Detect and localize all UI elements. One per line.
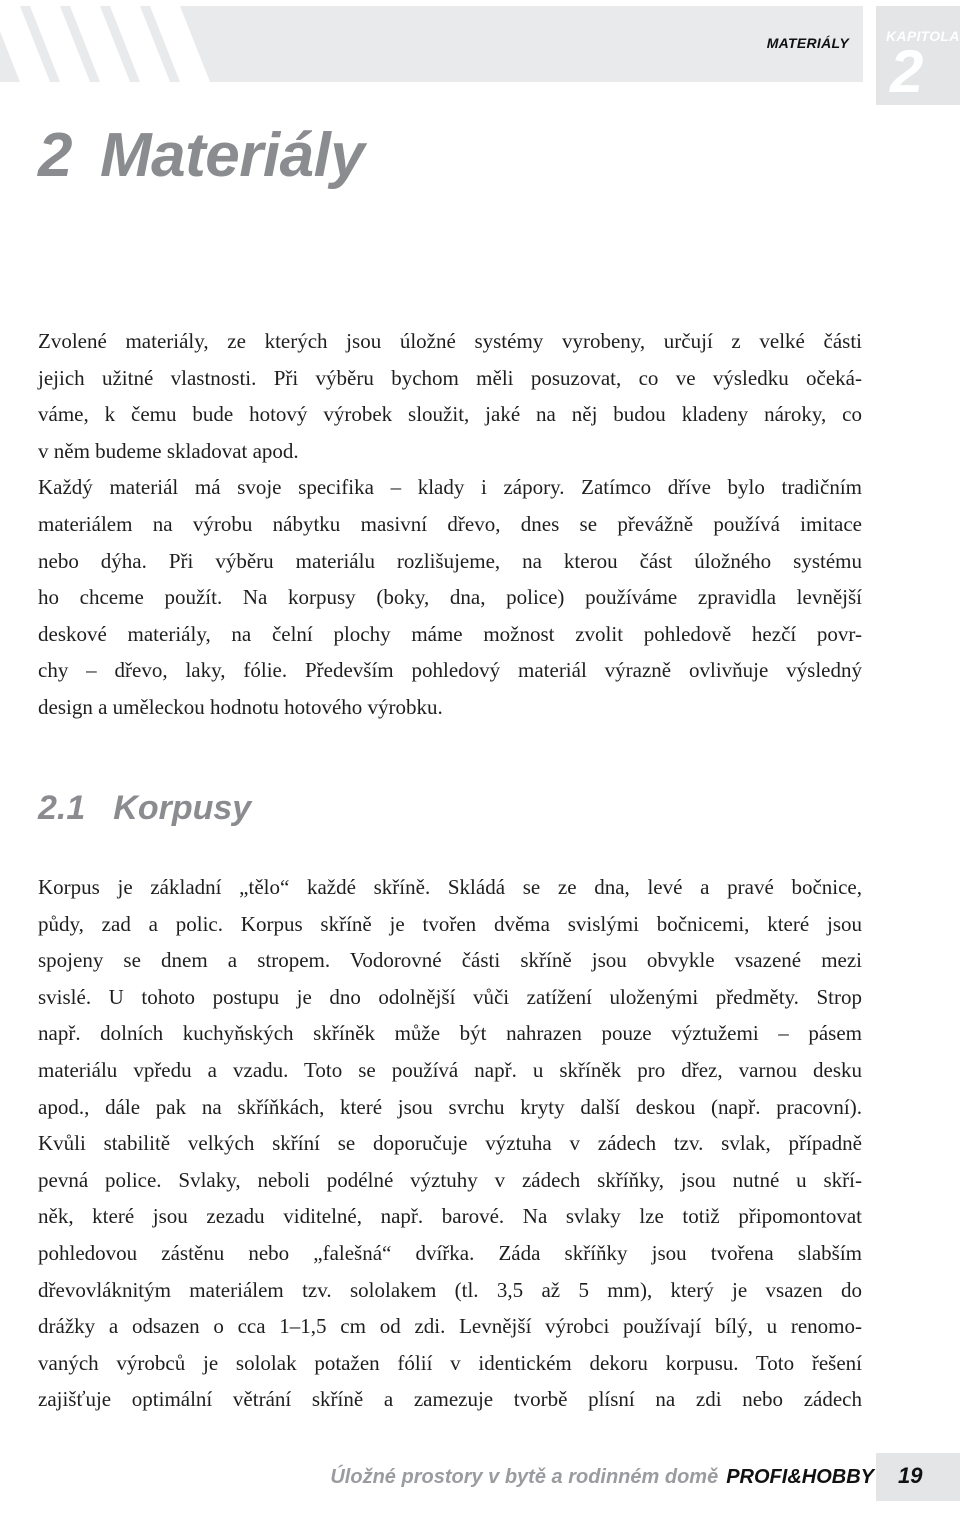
korpus-text (38, 869, 862, 1418)
chapter-title (38, 118, 364, 194)
text-line: nebo dýha. Při výběru materiálu rozlišujeme, na kterou část úložného systému (38, 548, 862, 573)
text-line: Kvůli stabilitě velkých skříní se doporučuje výztuha v zádech tzv. svlak, případně (38, 1131, 862, 1156)
text-line: např. dolních kuchyňských skříněk může být nahrazen pouze výztužemi – pásem (38, 1021, 862, 1046)
section-title-text: Korpusy (113, 789, 252, 827)
text-line: něk, které jsou zezadu viditelné, např. barové. Na svlaky lze totiž připomontovat (38, 1204, 862, 1229)
chapter-tab (876, 6, 960, 105)
text-line: váme, k čemu bude hotový výrobek sloužit, jaké na něj budou kladeny nároky, co (38, 402, 862, 427)
section-title (38, 784, 251, 832)
text-line: jejich užitné vlastnosti. Při výběru bychom měli posuzovat, co ve výsledku očeká- (38, 365, 862, 390)
text-line: apod., dále pak na skříňkách, které jsou svrchu kryty další deskou (např. pracovní). (38, 1094, 862, 1119)
text-line: materiálem na výrobu nábytku masivní dřevo, dnes se převážně používá imitace (38, 511, 862, 536)
chapter-tab-number: 2 (890, 38, 924, 105)
running-head: MATERIÁLY (766, 35, 849, 51)
chapter-title-number: 2 (38, 121, 72, 190)
text-line: chy – dřevo, laky, fólie. Především pohledový materiál výrazně ovlivňuje výsledný (38, 658, 862, 683)
text-line: vaných výrobců je sololak potažen fólií v identickém dekoru korpusu. Toto řešení (38, 1350, 862, 1375)
text-line: ho chceme použít. Na korpusy (boky, dna, police) používáme zpravidla levnější (38, 585, 862, 610)
text-line: zajišťuje optimální větrání skříně a zamezuje tvorbě plísní na zdi nebo zádech (38, 1387, 862, 1412)
text-line: pohledovou zástěnu nebo „falešná“ dvířka. Záda skříňky jsou tvořena slabším (38, 1240, 862, 1265)
text-line: dřevovláknitým materiálem tzv. sololakem (tl. 3,5 až 5 mm), který je vsazen do (38, 1277, 862, 1302)
text-line: deskové materiály, na čelní plochy máme možnost zvolit pohledově hezčí povr- (38, 621, 862, 646)
text-line: půdy, zad a polic. Korpus skříně je tvořen dvěma svislými bočnicemi, které jsou (38, 911, 862, 936)
text-line: spojeny se dnem a stropem. Vodorovné části skříně jsou obvykle vsazené mezi (38, 948, 862, 973)
text-line: v něm budeme skladovat apod. (38, 438, 299, 463)
text-line: design a uměleckou hodnotu hotového výrobku. (38, 694, 443, 719)
chapter-title-text: Materiály (99, 121, 365, 190)
text-line: Každý materiál má svoje specifika – klady i zápory. Zatímco dříve bylo tradičním (38, 475, 862, 500)
decorative-stripes (0, 6, 230, 82)
text-line: Zvolené materiály, ze kterých jsou úložné systémy vyrobeny, určují z velké části (38, 329, 862, 353)
text-line: drážky a odsazen o cca 1–1,5 cm od zdi. Levnější výrobci používají bílý, u renomo- (38, 1314, 862, 1339)
header-band (0, 6, 863, 82)
footer (330, 1462, 874, 1492)
text-line: pevná police. Svlaky, neboli podélné výztuhy v zádech skříňky, jsou nutné u skří- (38, 1167, 862, 1192)
text-line: svislé. U tohoto postupu je dno odolnější vůči zatížení uloženými předměty. Strop (38, 984, 862, 1009)
section-number: 2.1 (38, 789, 86, 827)
page-number-box (876, 1453, 960, 1501)
text-line: materiálu vpředu a vzadu. Toto se používá např. u skříněk pro dřez, varnou desku (38, 1057, 862, 1082)
chapter-label: KAPITOLA (886, 28, 960, 44)
text-line: Korpus je základní „tělo“ každé skříně. Skládá se ze dna, levé a pravé bočnice, (38, 875, 862, 899)
footer-brand: PROFI&HOBBY (726, 1466, 874, 1488)
footer-tagline: Úložné prostory v bytě a rodinném domě (330, 1466, 719, 1488)
page-number: 19 (898, 1463, 923, 1488)
intro-text (38, 323, 862, 726)
